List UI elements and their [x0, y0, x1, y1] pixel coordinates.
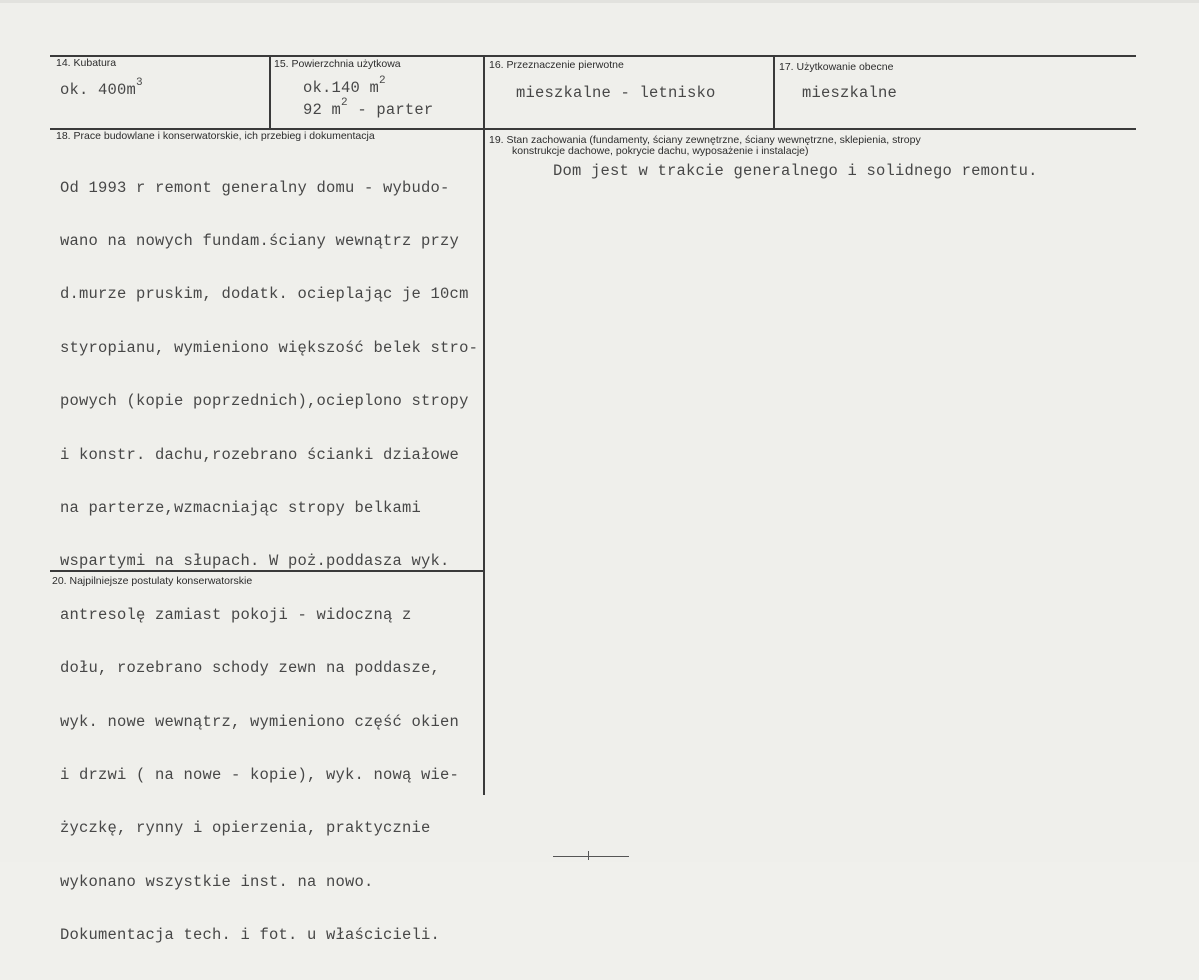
- field-18-line: i drzwi ( na nowe - kopie), wyk. nową wie-: [60, 765, 460, 784]
- card-top-edge: [0, 0, 1199, 3]
- field-19-value: Dom jest w trakcie generalnego i solidnego remontu.: [553, 162, 1038, 180]
- field-16-value: mieszkalne - letnisko: [516, 84, 716, 102]
- field-18-line: na parterze,wzmacniając stropy belkami: [60, 498, 422, 517]
- field-19-label-line1: 19. Stan zachowania (fundamenty, ściany zewnętrzne, ściany wewnętrzne, sklepienia, stropy: [489, 134, 921, 146]
- divider-16-17: [773, 55, 775, 128]
- field-18-line: wykonano wszystkie inst. na nowo.: [60, 872, 374, 891]
- field-15-line2-suffix: - parter: [347, 101, 434, 120]
- bottom-fold-mark: [553, 856, 629, 857]
- field-18-line: wspartymi na słupach. W poż.poddasza wyk.: [60, 552, 450, 571]
- field-16-label: 16. Przeznaczenie pierwotne: [489, 59, 624, 71]
- field-18-line: powych (kopie poprzednich),ocieplono stropy: [60, 392, 469, 411]
- field-15-label: 15. Powierzchnia użytkowa: [274, 58, 401, 70]
- field-17-label: 17. Użytkowanie obecne: [779, 61, 894, 73]
- divider-15-16: [483, 55, 485, 795]
- field-15-line2: [303, 97, 434, 120]
- field-18-line: życzkę, rynny i opierzenia, praktycznie: [60, 819, 431, 838]
- field-18-line: styropianu, wymieniono większość belek stro-: [60, 338, 479, 357]
- field-15-line2-exponent: 2: [341, 97, 348, 109]
- field-14-value-text: ok. 400m: [60, 81, 137, 100]
- field-17-value: mieszkalne: [802, 84, 898, 102]
- field-18-line: wyk. nowe wewnątrz, wymieniono część okien: [60, 712, 460, 731]
- divider-14-15: [269, 55, 271, 128]
- field-18-line: dołu, rozebrano schody zewn na poddasze,: [60, 659, 441, 678]
- field-18-line: antresolę zamiast pokoji - widoczną z: [60, 605, 412, 624]
- field-14-value: [60, 77, 143, 100]
- field-18-label: 18. Prace budowlane i konserwatorskie, ich przebieg i dokumentacja: [56, 130, 375, 142]
- rule-top: [50, 55, 1136, 57]
- field-15-line1-text: ok.140 m: [303, 79, 380, 98]
- field-18-line: Dokumentacja tech. i fot. u właścicieli.: [60, 926, 441, 945]
- field-20-label: 20. Najpilniejsze postulaty konserwatorskie: [52, 575, 253, 587]
- bottom-fold-mark-stem: [588, 851, 589, 860]
- field-15-line2-text: 92 m: [303, 101, 342, 120]
- field-18-text: [60, 144, 478, 980]
- field-19-label-line2: konstrukcje dachowe, pokrycie dachu, wyposażenie i instalacje): [512, 145, 809, 157]
- field-15-line1-exponent: 2: [379, 75, 386, 87]
- field-14-label: 14. Kubatura: [56, 57, 117, 69]
- field-15-line1: [303, 75, 386, 98]
- field-18-line: d.murze pruskim, dodatk. ocieplając je 10cm: [60, 285, 469, 304]
- field-18-line: i konstr. dachu,rozebrano ścianki działowe: [60, 445, 460, 464]
- field-18-line: wano na nowych fundam.ściany wewnątrz przy: [60, 231, 460, 250]
- field-18-line: Od 1993 r remont generalny domu - wybudo-: [60, 178, 450, 197]
- field-14-value-exponent: 3: [136, 77, 143, 89]
